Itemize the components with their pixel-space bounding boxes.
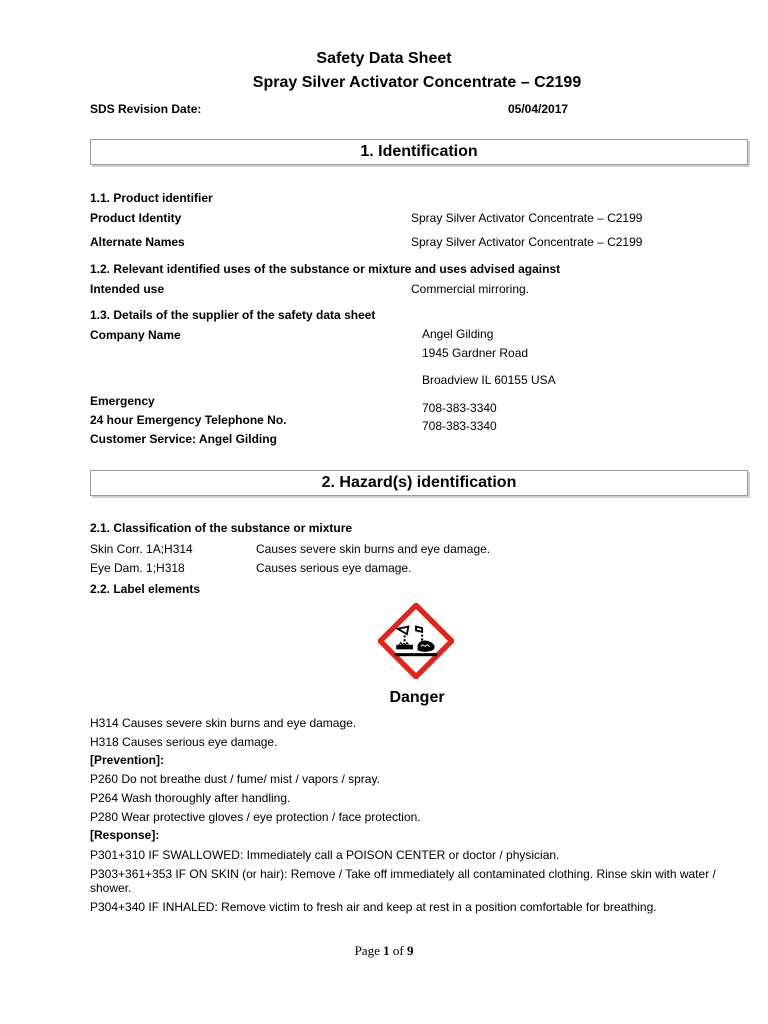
phone-emergency: 708-383-3340: [422, 401, 497, 415]
signal-word: Danger: [389, 689, 445, 706]
precaution-p260: P260 Do not breathe dust / fume/ mist / vapors / spray.: [90, 772, 380, 786]
company-name-label: Company Name: [90, 328, 181, 342]
document-title: Safety Data Sheet: [316, 50, 452, 67]
response-heading: [Response]:: [90, 828, 160, 842]
subsection-2-1: 2.1. Classification of the substance or mixture: [90, 521, 353, 535]
address-line-1: 1945 Gardner Road: [422, 346, 529, 360]
precaution-p304: P304+340 IF INHALED: Remove victim to fresh air and keep at rest in a position comfortable for breathing.: [90, 900, 657, 914]
of-word: of: [392, 943, 404, 958]
classification-code: Eye Dam. 1;H318: [90, 561, 185, 575]
product-identity-label: Product Identity: [90, 211, 182, 225]
subsection-1-1: 1.1. Product identifier: [90, 191, 213, 205]
product-identity-value: Spray Silver Activator Concentrate – C2199: [411, 211, 643, 225]
page-current: 1: [383, 943, 390, 958]
revision-date: 05/04/2017: [508, 102, 569, 116]
section-1-heading: 1. Identification: [90, 139, 748, 165]
customer-service-label: Customer Service: Angel Gilding: [90, 432, 277, 446]
classification-code: Skin Corr. 1A;H314: [90, 542, 193, 556]
intended-use-value: Commercial mirroring.: [411, 282, 530, 296]
alternate-names-value: Spray Silver Activator Concentrate – C2199: [411, 235, 643, 249]
classification-text: Causes severe skin burns and eye damage.: [256, 542, 491, 556]
precaution-p280: P280 Wear protective gloves / eye protection / face protection.: [90, 810, 421, 824]
precaution-p303: P303+361+353 IF ON SKIN (or hair): Remove / Take off immediately all contaminated clothing. Rinse skin with water / shower.: [90, 867, 716, 895]
subsection-1-2: 1.2. Relevant identified uses of the substance or mixture and uses advised against: [90, 262, 561, 276]
page-number: [0, 943, 768, 959]
precaution-p301: P301+310 IF SWALLOWED: Immediately call a POISON CENTER or doctor / physician.: [90, 848, 560, 862]
hazard-statement-h318: H318 Causes serious eye damage.: [90, 735, 278, 749]
prevention-heading: [Prevention]:: [90, 753, 165, 767]
subsection-2-2: 2.2. Label elements: [90, 582, 201, 596]
phone-customer-service: 708-383-3340: [422, 419, 497, 433]
company-name: Angel Gilding: [422, 327, 494, 341]
page-total: 9: [406, 943, 414, 958]
emergency-label: Emergency: [90, 394, 155, 408]
emergency-telephone-label: 24 hour Emergency Telephone No.: [90, 413, 287, 427]
page-word: Page: [354, 943, 380, 958]
section-2-heading: 2. Hazard(s) identification: [90, 470, 748, 496]
classification-text: Causes serious eye damage.: [256, 561, 412, 575]
alternate-names-label: Alternate Names: [90, 235, 185, 249]
precaution-p264: P264 Wash thoroughly after handling.: [90, 791, 291, 805]
product-title: Spray Silver Activator Concentrate – C2199: [252, 74, 582, 91]
revision-label: SDS Revision Date:: [90, 102, 202, 116]
corrosion-pictogram-icon: [378, 603, 454, 679]
subsection-1-3: 1.3. Details of the supplier of the safety data sheet: [90, 308, 376, 322]
hazard-statement-h314: H314 Causes severe skin burns and eye damage.: [90, 716, 357, 730]
address-line-2: Broadview IL 60155 USA: [422, 373, 556, 387]
intended-use-label: Intended use: [90, 282, 165, 296]
